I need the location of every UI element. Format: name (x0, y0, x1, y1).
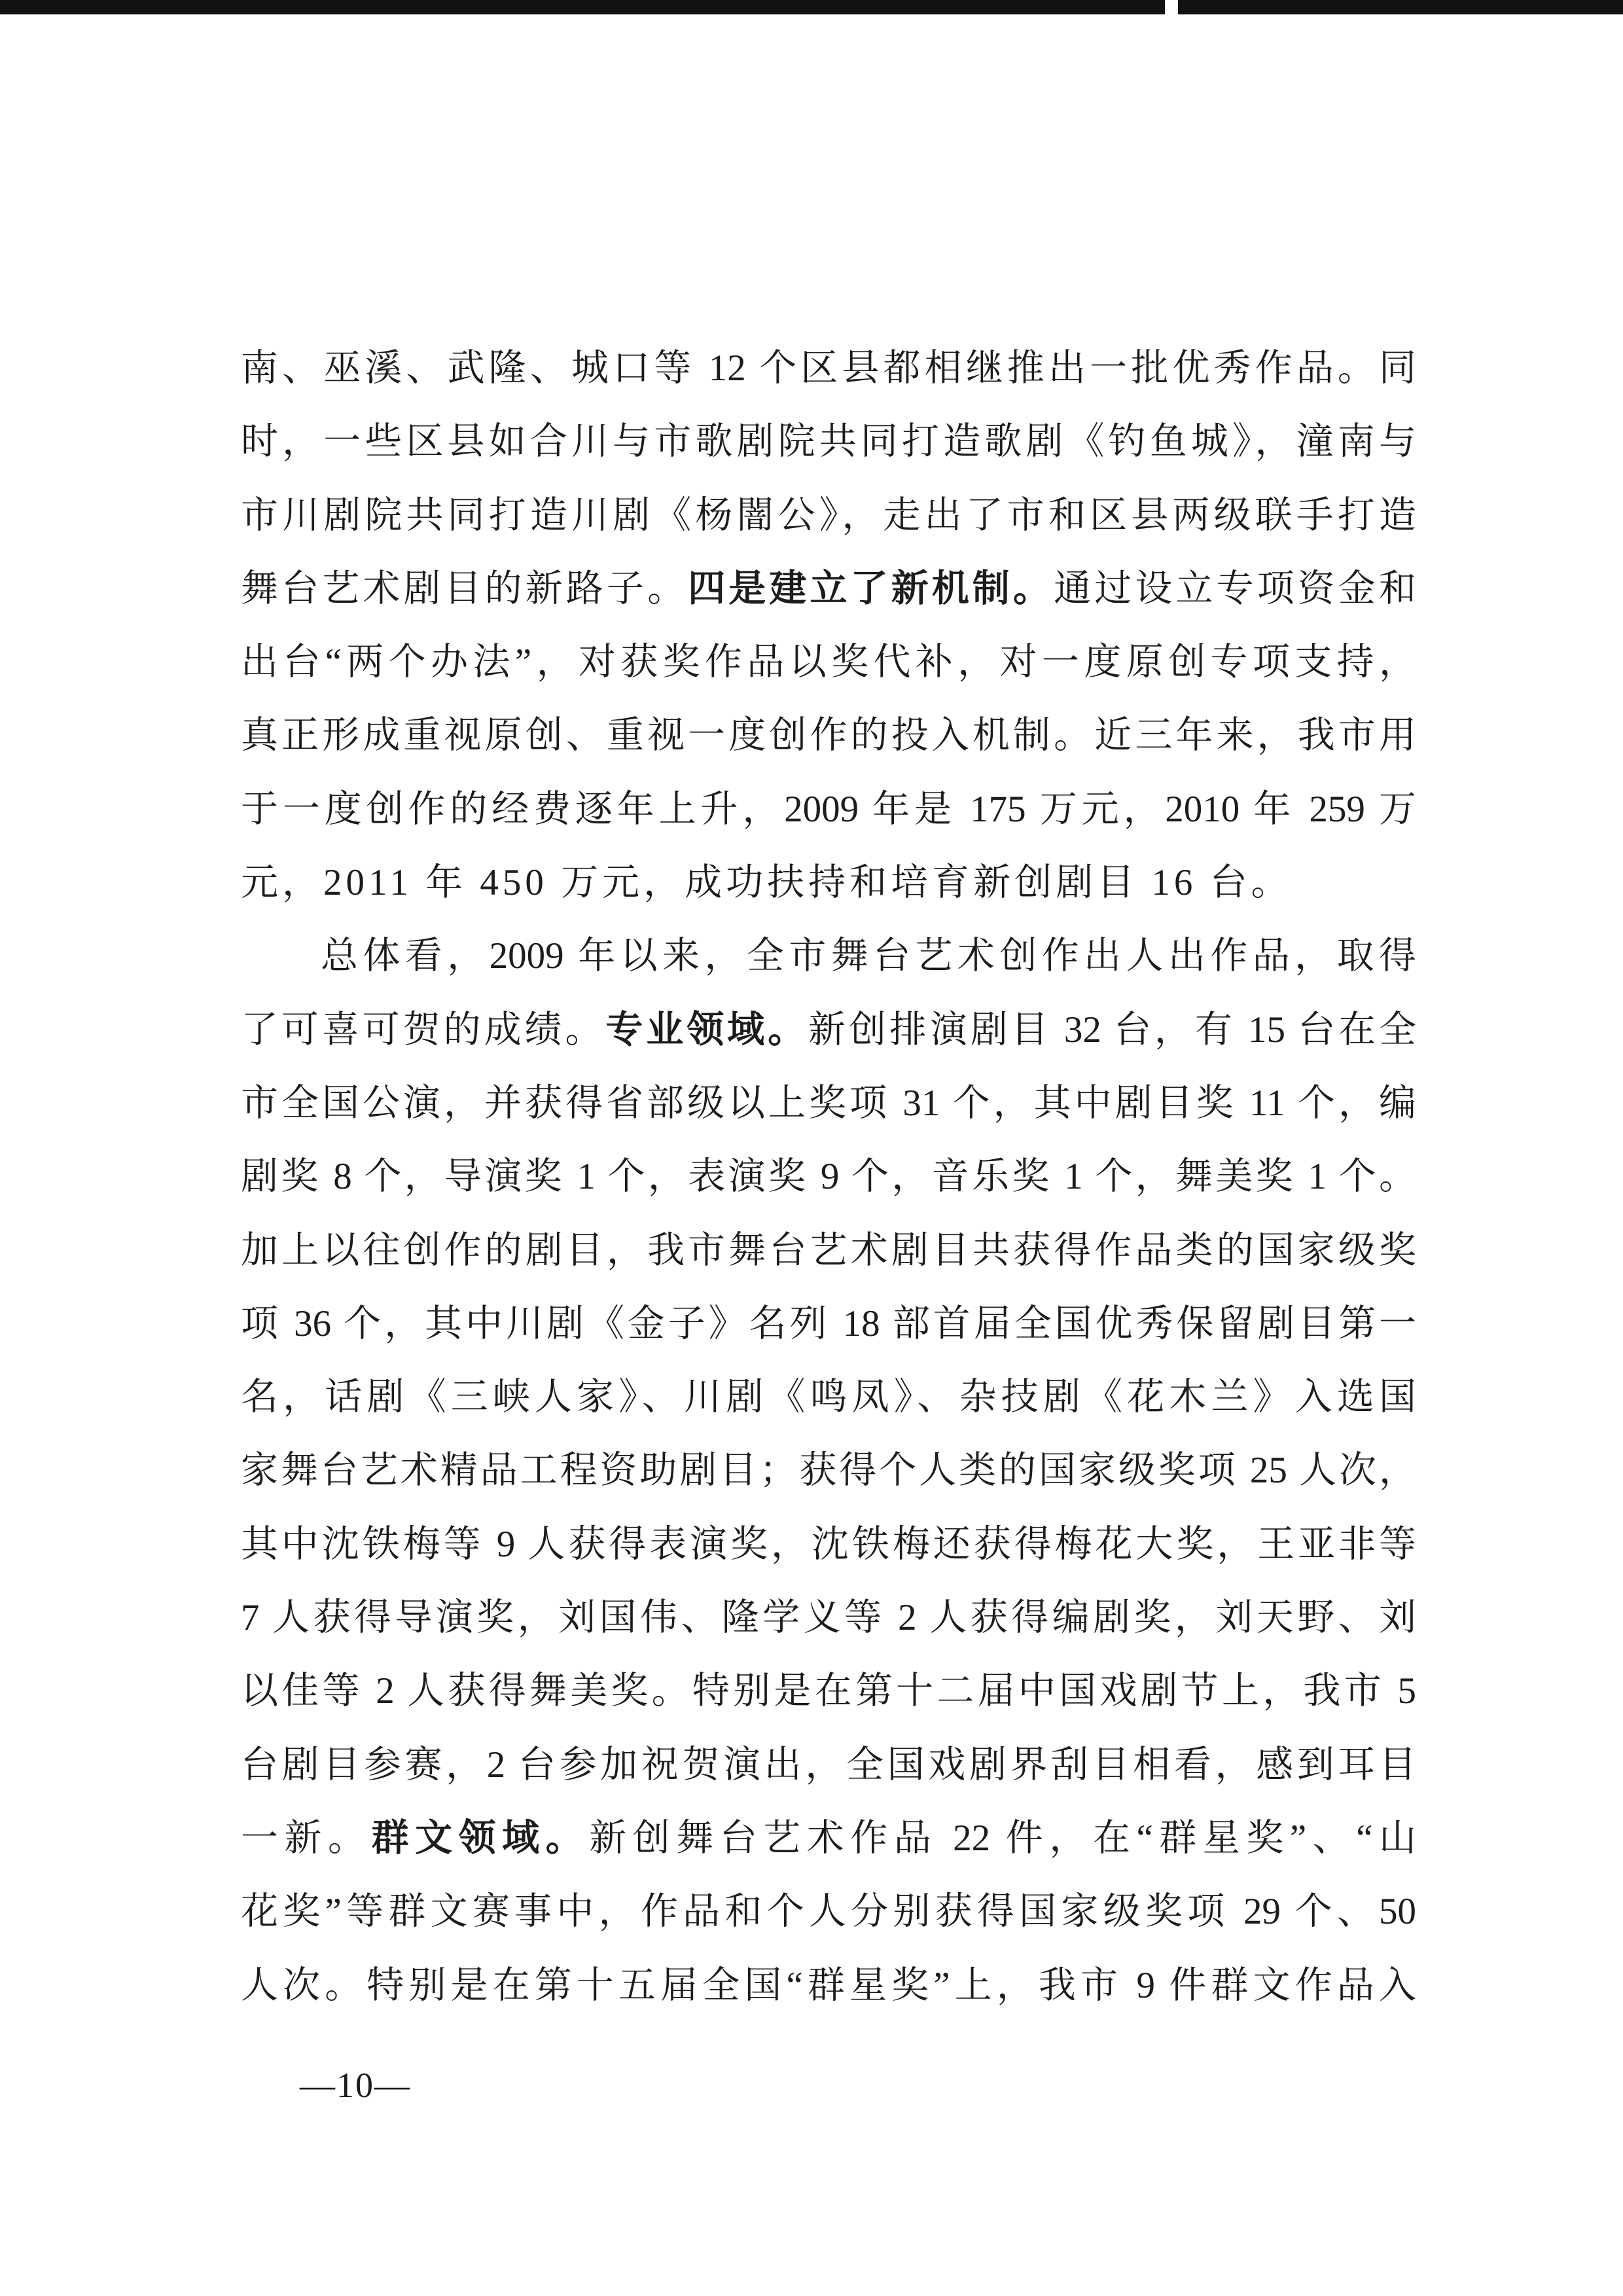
text-line (241, 699, 1416, 772)
text-run: 加上以往创作的剧目，我市舞台艺术剧目共获得作品类的国家级奖 (241, 1229, 1416, 1271)
text-line (241, 1802, 1416, 1875)
text-run: 市川剧院共同打造川剧《杨闇公》，走出了市和区县两级联手打造 (241, 494, 1416, 536)
text-run: 以佳等 2 人获得舞美奖。特别是在第十二届中国戏剧节上，我市 5 (241, 1670, 1416, 1712)
text-line (241, 846, 1416, 920)
text-run: 一新。 (241, 1817, 372, 1859)
text-run: 真正形成重视原创、重视一度创作的投入机制。近三年来，我市用 (241, 715, 1416, 757)
text-run: 新创排演剧目 32 台，有 15 台在全 (808, 1009, 1417, 1050)
text-run: 其中沈铁梅等 9 人获得表演奖，沈铁梅还获得梅花大奖，王亚非等 (241, 1523, 1416, 1565)
text-run: 总体看，2009 年以来，全市舞台艺术创作出人出作品，取得 (321, 935, 1416, 977)
text-run: 剧奖 8 个，导演奖 1 个，表演奖 9 个，音乐奖 1 个，舞美奖 1 个。 (241, 1156, 1416, 1198)
text-run: 台剧目参赛，2 台参加祝贺演出，全国戏剧界刮目相看，感到耳目 (241, 1744, 1416, 1785)
text-line (241, 1581, 1416, 1655)
text-line (241, 1287, 1416, 1361)
text-line (241, 1875, 1416, 1948)
bold-heading-run: 四是建立了新机制。 (688, 567, 1054, 609)
text-line (241, 1067, 1416, 1140)
text-run: 元，2011 年 450 万元，成功扶持和培育新创剧目 16 台。 (241, 862, 1293, 904)
text-line (241, 1508, 1416, 1581)
text-line (241, 552, 1416, 626)
page-number: —10— (300, 2066, 411, 2105)
paragraph-1 (241, 332, 1416, 920)
text-run: 通过设立专项资金和 (1054, 567, 1417, 609)
text-line (241, 1140, 1416, 1213)
text-run: 市全国公演，并获得省部级以上奖项 31 个，其中剧目奖 11 个，编 (241, 1082, 1416, 1124)
bold-heading-run: 专业领域。 (605, 1009, 809, 1050)
text-run: 时，一些区县如合川与市歌剧院共同打造歌剧《钓鱼城》，潼南与 (241, 421, 1416, 463)
text-line (241, 994, 1416, 1067)
text-line (241, 1949, 1416, 2022)
text-run: 家舞台艺术精品工程资助剧目；获得个人类的国家级奖项 25 人次， (241, 1450, 1416, 1492)
bold-heading-run: 群文领域。 (371, 1817, 590, 1859)
text-line (241, 1214, 1416, 1287)
text-run: 南、巫溪、武隆、城口等 12 个区县都相继推出一批优秀作品。同 (241, 348, 1416, 389)
text-run: 舞台艺术剧目的新路子。 (241, 567, 688, 609)
text-line (241, 1729, 1416, 1802)
scan-edge-gap (1165, 0, 1178, 16)
text-line (241, 1361, 1416, 1434)
text-line (241, 1655, 1416, 1728)
text-line (241, 405, 1416, 478)
paragraph-2 (241, 920, 1416, 2022)
text-run: 花奖”等群文赛事中，作品和个人分别获得国家级奖项 29 个、50 (241, 1891, 1416, 1933)
text-run: 7 人获得导演奖，刘国伟、隆学义等 2 人获得编剧奖，刘天野、刘 (241, 1597, 1416, 1639)
text-run: 人次。特别是在第十五届全国“群星奖”上，我市 9 件群文作品入 (241, 1964, 1416, 2006)
text-line (241, 479, 1416, 552)
document-body (241, 332, 1416, 2022)
text-run: 项 36 个，其中川剧《金子》名列 18 部首届全国优秀保留剧目第一 (241, 1302, 1416, 1344)
text-line (241, 626, 1416, 699)
scan-top-edge (0, 0, 1623, 14)
text-run: 名，话剧《三峡人家》、川剧《鸣凤》、杂技剧《花木兰》入选国 (241, 1376, 1416, 1418)
text-line (241, 773, 1416, 846)
text-run: 出台“两个办法”，对获奖作品以奖代补，对一度原创专项支持， (241, 641, 1416, 683)
text-line (241, 1434, 1416, 1507)
text-line (241, 332, 1416, 405)
text-run: 新创舞台艺术作品 22 件，在“群星奖”、“山 (589, 1817, 1417, 1859)
text-run: 了可喜可贺的成绩。 (241, 1009, 606, 1050)
text-run: 于一度创作的经费逐年上升，2009 年是 175 万元，2010 年 259 万 (241, 788, 1416, 830)
text-line (241, 920, 1416, 993)
